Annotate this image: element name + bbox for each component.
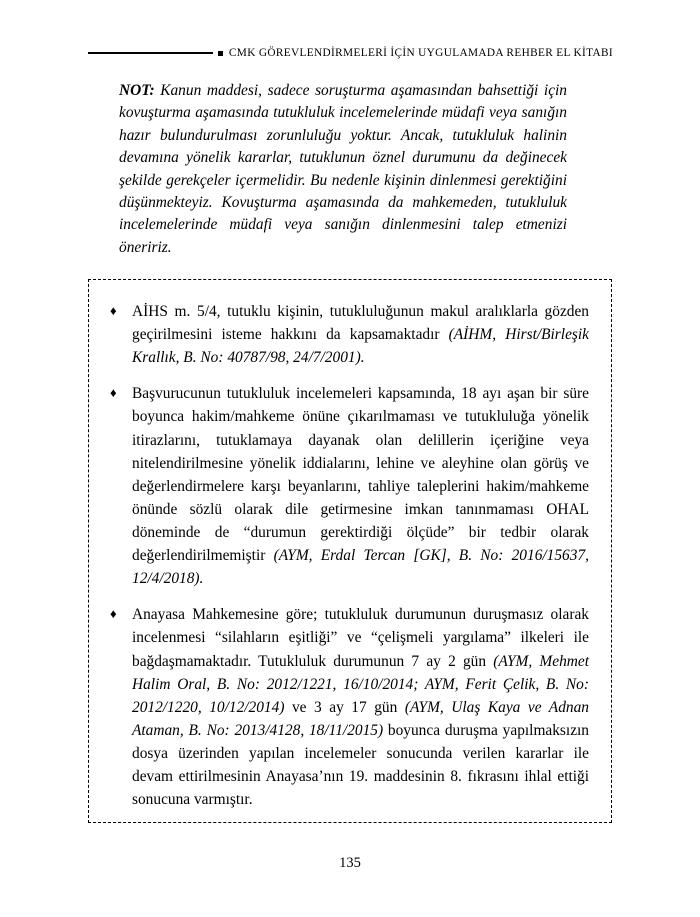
list-item-body: AİHS m. 5/4, tutuklu kişinin, tutukluluğunun makul aralıklarla gözden geçirilmesini isteme hakkını da kapsamaktadır [132,303,589,344]
highlight-box [88,279,612,823]
list-item-citation-secondary: (AYM, Ulaş Kaya ve Adnan Ataman, B. No: 2013/4128, 18/11/2015) [132,698,589,739]
diamond-bullet-icon: ♦ [110,303,117,318]
diamond-bullet-icon: ♦ [110,606,117,622]
note-paragraph [119,80,567,259]
list-item-citation: (AYM, Mehmet Halim Oral, B. No: 2012/1221, 16/10/2014; AYM, Ferit Çelik, B. No: 2012/1220, 10/12/2014) [132,652,589,716]
list-item-body: Başvurucunun tutukluluk incelemeleri kapsamında, 18 ayı aşan bir süre boyunca hakim/mahkeme önüne çıkarılmaması ve tutukluluğa yönelik itirazlarını, tutuklamaya dayanak olan delillerin içeriğine veya nitelendirilmesine yönelik iddialarını, lehine ve aleyhine olan görüş ve değerlendirmelere karşı beyanlarını, tahliye taleplerini hakim/mahkeme önünde sözlü olarak dile getirmesine imkan tanınmaması OHAL döneminde de “durumun gerektirdiği ölçüde” bir tedbir olarak değerlendirilmemiştir [132,385,589,565]
note-body: Kanun maddesi, sadece soruşturma aşamasından bahsettiği için kovuşturma aşamasında tutukluluk incelemelerinde müdafi veya sanığın hazır bulundurulması zorunluluğu yoktur. Ancak, tutukluluk halinin devamına yönelik kararlar, tutuklunun öznel durumunu da değinecek şekilde gerekçeler içermelidir. Bu nedenle kişinin dinlenmesi gerektiğini düşünmekteyiz. Kovuşturma aşamasında da mahkemeden, tutukluluk incelemelerinde müdafi veya sanığın dinlenmesini talep etmenizi öneririz. [119,82,567,256]
list-item-text [132,300,589,369]
list-item [110,300,589,369]
list-item-text [132,603,589,811]
diamond-bullet-icon: ♦ [110,385,117,401]
note-label: NOT: [119,82,155,99]
page-number: 135 [339,855,361,871]
square-bullet-icon [218,51,223,56]
list-item-text [132,382,589,590]
list-item [110,603,589,811]
running-header [88,44,613,62]
highlight-box-content [110,300,589,811]
list-item-citation: (AYM, Erdal Tercan [GK], B. No: 2016/15637, 12/4/2018). [132,547,589,588]
list-item-middle: ve 3 ay 17 gün [284,698,405,716]
list-item-body: Anayasa Mahkemesine göre; tutukluluk durumunun duruşmasız olarak incelenmesi “silahların eşitliği” ve “çelişmeli yargılama” ilkeleri ile bağdaşmamaktadır. Tutukluluk durumunun 7 ay 2 gün [132,606,589,670]
header-title: CMK GÖREVLENDİRMELERİ İÇİN UYGULAMADA REHBER EL KİTABI [228,47,613,59]
list-item-tail: boyunca duruşma yapılmaksızın dosya üzerinden yapılan incelemeler sonucunda verilen kararlar ile devam ettirilmesinin Anayasa’nın 19. maddesinin 8. fıkrasını ihlal ettiği sonucuna varmıştır. [132,721,590,809]
list-item-citation: (AİHM, Hirst/Birleşik Krallık, B. No: 40787/98, 24/7/2001). [132,326,590,367]
list-item [110,382,589,590]
horizontal-rule-icon [88,52,213,54]
